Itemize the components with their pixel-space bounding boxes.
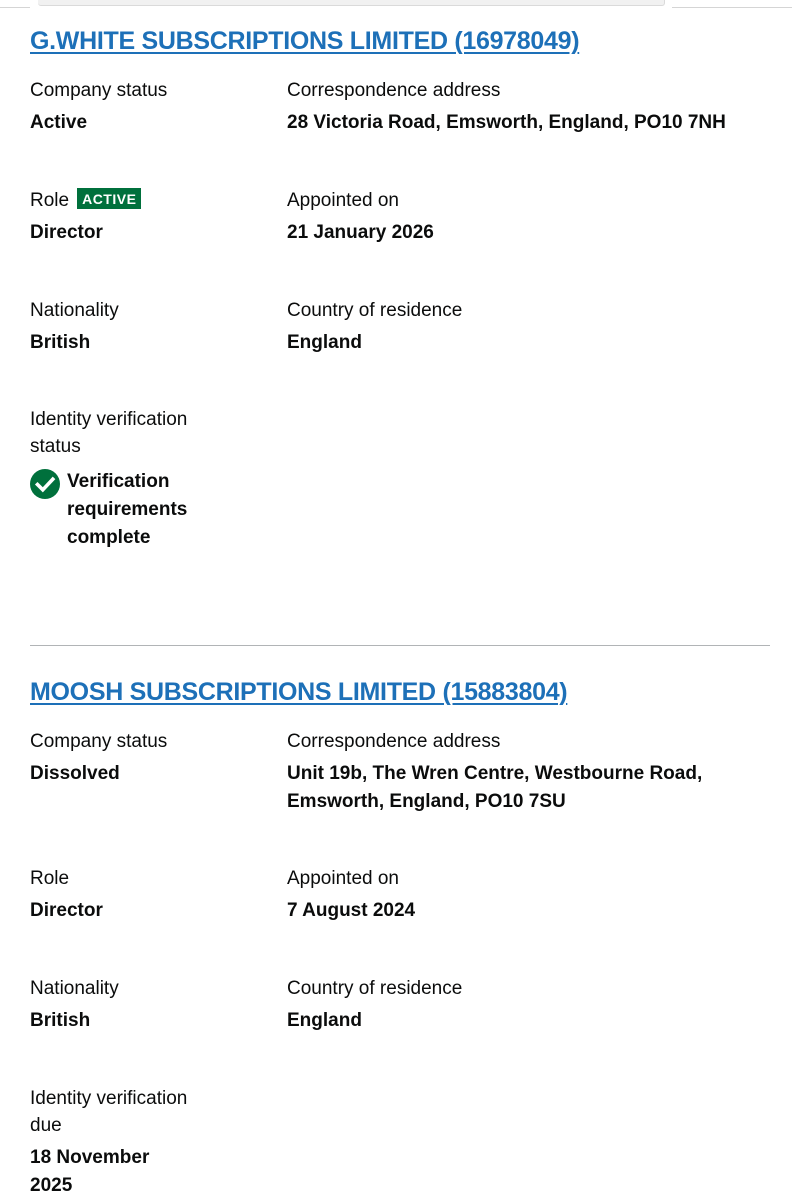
identity-verification-status (30, 468, 205, 552)
nationality-value: British (30, 1010, 91, 1031)
identity-verification-due-field (30, 1085, 190, 1200)
role-value: Director (30, 222, 103, 243)
identity-verification-due-value: 18 November 2025 (30, 1147, 150, 1196)
top-scroll-edge (0, 0, 792, 8)
role-label: Role (30, 868, 70, 889)
role-value: Director (30, 900, 103, 921)
correspondence-address-field (287, 728, 770, 816)
appointed-on-value: 7 August 2024 (287, 900, 416, 921)
nationality-field (30, 975, 270, 1035)
role-field (30, 865, 270, 925)
correspondence-address-label: Correspondence address (287, 731, 501, 752)
appointed-on-field (287, 187, 770, 247)
company-status-field (30, 728, 270, 788)
country-of-residence-field (287, 297, 770, 357)
company-link-moosh[interactable]: MOOSH SUBSCRIPTIONS LIMITED (15883804) (30, 678, 568, 706)
appointed-on-label: Appointed on (287, 868, 399, 889)
company-status-value: Dissolved (30, 763, 120, 784)
nationality-field (30, 297, 270, 357)
identity-verification-field (30, 406, 205, 552)
role-label: Role (30, 190, 70, 211)
country-of-residence-label: Country of residence (287, 300, 463, 321)
appointment-card-moosh (30, 675, 770, 1196)
role-active-tag: ACTIVE (77, 188, 141, 209)
section-divider (30, 645, 770, 646)
company-status-label: Company status (30, 80, 168, 101)
identity-verification-label: Identity verification status (30, 409, 188, 457)
nationality-label: Nationality (30, 978, 119, 999)
correspondence-address-field (287, 77, 770, 137)
role-field (30, 187, 270, 247)
company-status-label: Company status (30, 731, 168, 752)
correspondence-address-value: 28 Victoria Road, Emsworth, England, PO10 7NH (287, 112, 726, 133)
country-of-residence-label: Country of residence (287, 978, 463, 999)
appointment-card-gwhite (30, 24, 770, 548)
appointed-on-value: 21 January 2026 (287, 222, 434, 243)
identity-verification-due-label: Identity verification due (30, 1088, 188, 1136)
identity-verification-value: Verification requirements complete (67, 471, 188, 548)
check-circle-icon (30, 469, 60, 499)
correspondence-address-label: Correspondence address (287, 80, 501, 101)
nationality-value: British (30, 332, 91, 353)
company-status-field (30, 77, 270, 137)
correspondence-address-value: Unit 19b, The Wren Centre, Westbourne Road, Emsworth, England, PO10 7SU (287, 763, 703, 812)
role-label-line (30, 187, 270, 214)
company-link-gwhite[interactable]: G.WHITE SUBSCRIPTIONS LIMITED (16978049) (30, 27, 580, 55)
appointed-on-label: Appointed on (287, 190, 399, 211)
appointed-on-field (287, 865, 770, 925)
top-edge-tab (38, 0, 665, 6)
top-edge-left (0, 0, 30, 8)
country-of-residence-field (287, 975, 770, 1035)
top-edge-right (672, 0, 792, 8)
company-status-value: Active (30, 112, 88, 133)
country-of-residence-value: England (287, 332, 362, 353)
nationality-label: Nationality (30, 300, 119, 321)
country-of-residence-value: England (287, 1010, 362, 1031)
